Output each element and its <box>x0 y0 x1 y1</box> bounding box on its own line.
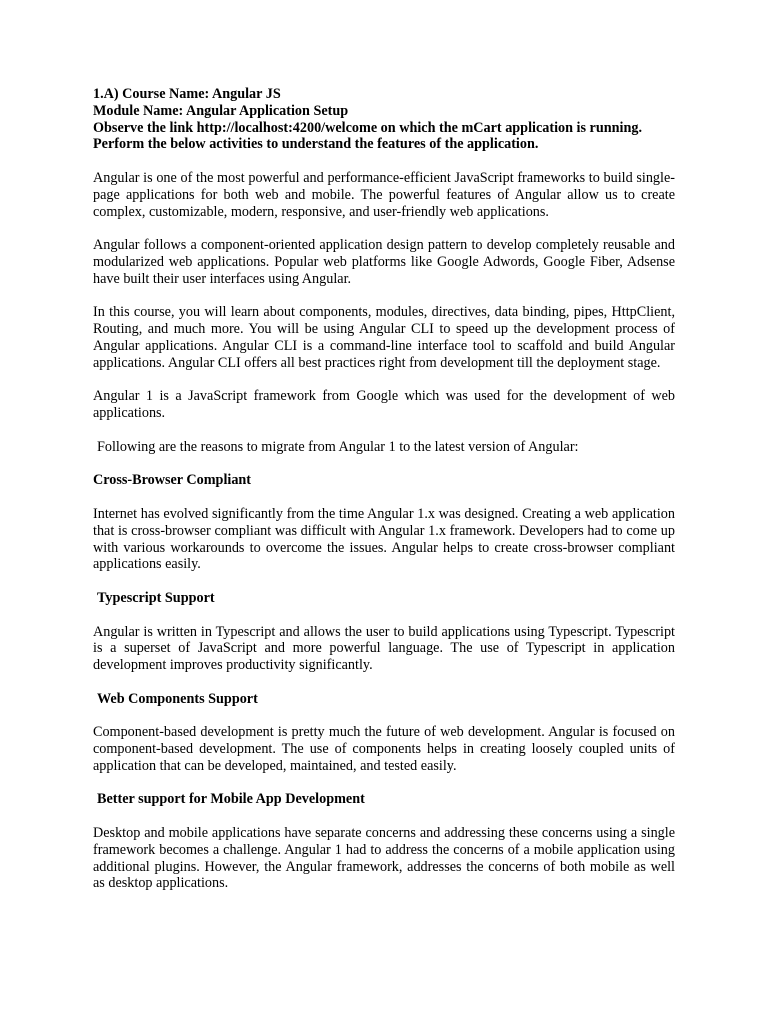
task-description: Observe the link http://localhost:4200/welcome on which the mCart application is running. Perform the below activities to understand the features of the application. <box>93 119 642 153</box>
section-body-cross-browser: Internet has evolved significantly from the time Angular 1.x was designed. Creating a web application that is cross-browser compliant was difficult with Angular 1.x framework. Developers had to come up with various workarounds to overcome the issues. Angular helps to create cross-browser compliant applications easily. <box>93 505 675 573</box>
course-name: 1.A) Course Name: Angular JS <box>93 86 281 102</box>
intro-paragraph-1: Angular is one of the most powerful and performance-efficient JavaScript frameworks to build single-page applications for both web and mobile. The powerful features of Angular allow us to create complex, customizable, modern, responsive, and user-friendly web applications. <box>93 169 675 220</box>
section-heading-mobile: Better support for Mobile App Development <box>97 791 365 808</box>
intro-paragraph-5: Following are the reasons to migrate from Angular 1 to the latest version of Angular: <box>97 438 579 455</box>
section-body-mobile: Desktop and mobile applications have separate concerns and addressing these concerns using a single framework becomes a challenge. Angular 1 had to address the concerns of a mobile application using additional plugins. However, the Angular framework, addresses the concerns of both mobile as well as desktop applications. <box>93 825 675 892</box>
module-name: Module Name: Angular Application Setup <box>93 102 349 119</box>
section-heading-typescript: Typescript Support <box>97 589 215 606</box>
section-body-typescript: Angular is written in Typescript and allows the user to build applications using Typescript. Typescript is a superset of JavaScript and more powerful language. The use of Typescript in application development improves productivity significantly. <box>93 623 675 674</box>
section-heading-web-components: Web Components Support <box>97 690 258 707</box>
document-page <box>93 86 675 892</box>
intro-paragraph-3: In this course, you will learn about components, modules, directives, data binding, pipes, HttpClient, Routing, and much more. You will be using Angular CLI to speed up the development process of Angular applications. Angular CLI is a command-line interface tool to scaffold and build Angular applications. Angular CLI offers all best practices right from development till the deployment stage. <box>93 304 675 371</box>
section-heading-cross-browser: Cross-Browser Compliant <box>93 472 252 489</box>
section-body-web-components: Component-based development is pretty much the future of web development. Angular is focused on component-based development. The use of components helps in creating loosely coupled units of application that can be developed, maintained, and tested easily. <box>93 724 675 774</box>
intro-paragraph-2: Angular follows a component-oriented application design pattern to develop completely reusable and modularized web applications. Popular web platforms like Google Adwords, Google Fiber, Adsense have built their user interfaces using Angular. <box>93 237 675 287</box>
intro-paragraph-4: Angular 1 is a JavaScript framework from Google which was used for the development of web applications. <box>93 388 675 422</box>
